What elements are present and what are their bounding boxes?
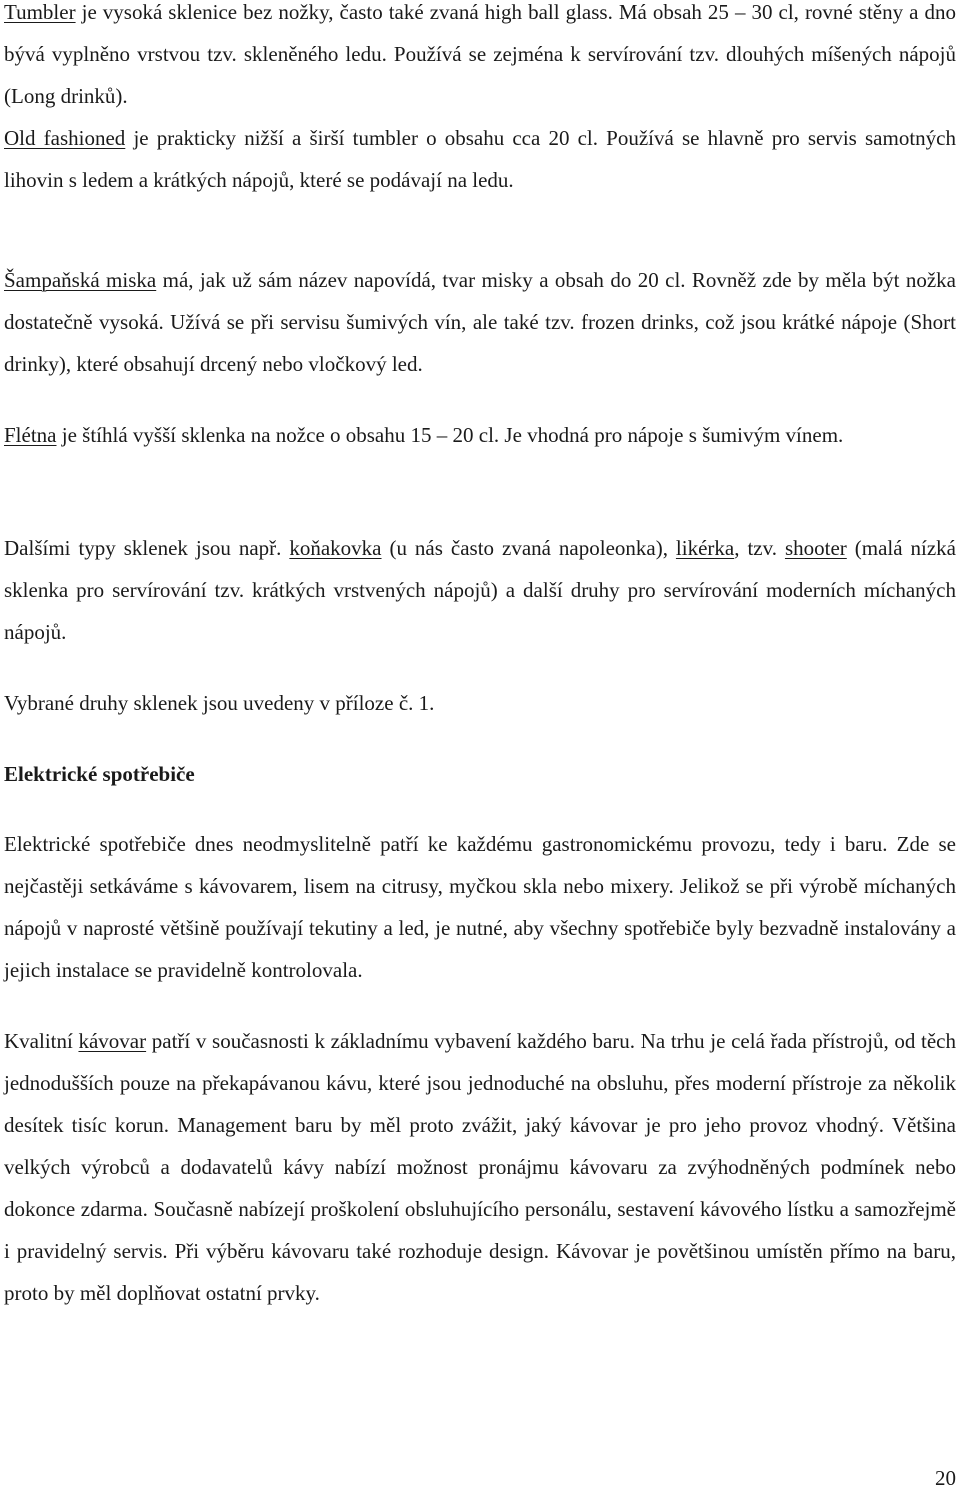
paragraph-text: je štíhlá vyšší sklenka na nožce o obsahu 15 – 20 cl. Je vhodná pro nápoje s šumivým vínem. bbox=[56, 423, 844, 447]
paragraph-text: (malá nízká sklenka pro servírování tzv. krátkých vrstvených nápojů) a další druhy pro servírování moderních míchaných nápojů. bbox=[4, 536, 956, 644]
paragraph-text: je prakticky nižší a širší tumbler o obsahu cca 20 cl. Používá se hlavně pro servis samotných lihovin s ledem a krátkých nápojů, které se podávají na ledu. bbox=[4, 126, 956, 192]
paragraph-text: patří v současnosti k základnímu vybavení každého baru. Na trhu je celá řada přístrojů, od těch jednodušších pouze na překapávanou kávu, které jsou jednoduché na obsluhu, přes moderní přístroje za několik desítek tisíc korun. Management baru by měl proto zvážit, jaký kávovar je pro jeho provoz vhodný. Většina velkých výrobců a dodavatelů kávy nabízí možnost pronájmu kávovaru za zvýhodněných podmínek nebo dokonce zdarma. Současně nabízejí proškolení obsluhujícího personálu, sestavení kávového lístku a samozřejmě i pravidelný servis. Při výběru kávovaru také rozhoduje design. Kávovar je povětšinou umístěn přímo na baru, proto by měl doplňovat ostatní prvky. bbox=[4, 1029, 956, 1305]
paragraph-old-fashioned bbox=[4, 117, 956, 201]
term-fletna: Flétna bbox=[4, 423, 57, 447]
paragraph-fletna bbox=[4, 414, 956, 456]
term-konakovka: koňakovka bbox=[289, 536, 382, 560]
paragraph-text: Vybrané druhy sklenek jsou uvedeny v příloze č. 1. bbox=[4, 691, 435, 715]
paragraph-text: (u nás často zvaná napoleonka), bbox=[381, 536, 676, 560]
term-shooter: shooter bbox=[784, 536, 847, 560]
paragraph-text: je vysoká sklenice bez nožky, často také zvaná high ball glass. Má obsah 25 – 30 cl, rovné stěny a dno bývá vyplněno vrstvou tzv. skleněného ledu. Používá se zejména k servírování tzv. dlouhých míšených nápojů (Long drinků). bbox=[4, 0, 956, 108]
paragraph-text: Dalšími typy sklenek jsou např. bbox=[4, 536, 290, 560]
paragraph-kavovar bbox=[4, 1020, 956, 1314]
paragraph-text: Kvalitní bbox=[4, 1029, 79, 1053]
term-sampanska-miska: Šampaňská miska bbox=[4, 268, 157, 292]
paragraph-text: , tzv. bbox=[734, 536, 785, 560]
section-heading: Elektrické spotřebiče bbox=[4, 762, 195, 786]
paragraph-dalsi-typy bbox=[4, 527, 956, 653]
paragraph-tumbler bbox=[4, 0, 956, 117]
page-number: 20 bbox=[935, 1466, 956, 1490]
term-old-fashioned: Old fashioned bbox=[4, 126, 126, 150]
term-likerka: likérka bbox=[675, 536, 735, 560]
paragraph-sampanska-miska bbox=[4, 259, 956, 385]
paragraph-priloha bbox=[4, 682, 956, 724]
paragraph-text: má, jak už sám název napovídá, tvar misky a obsah do 20 cl. Rovněž zde by měla být nožka dostatečně vysoká. Užívá se při servisu šumivých vín, ale také tzv. frozen drinks, což jsou krátké nápoje (Short drinky), které obsahují drcený nebo vločkový led. bbox=[4, 268, 957, 376]
paragraph-spotrebice bbox=[4, 823, 956, 991]
paragraph-text: Elektrické spotřebiče dnes neodmyslitelně patří ke každému gastronomickému provozu, tedy i baru. Zde se nejčastěji setkáváme s kávovarem, lisem na citrusy, myčkou skla nebo mixery. Jelikož se při výrobě míchaných nápojů v naprosté většině používají tekutiny a led, je nutné, aby všechny spotřebiče byly bezvadně instalovány a jejich instalace se pravidelně kontrolovala. bbox=[4, 832, 956, 982]
term-tumbler: Tumbler bbox=[4, 0, 76, 24]
term-kavovar: kávovar bbox=[78, 1029, 147, 1053]
